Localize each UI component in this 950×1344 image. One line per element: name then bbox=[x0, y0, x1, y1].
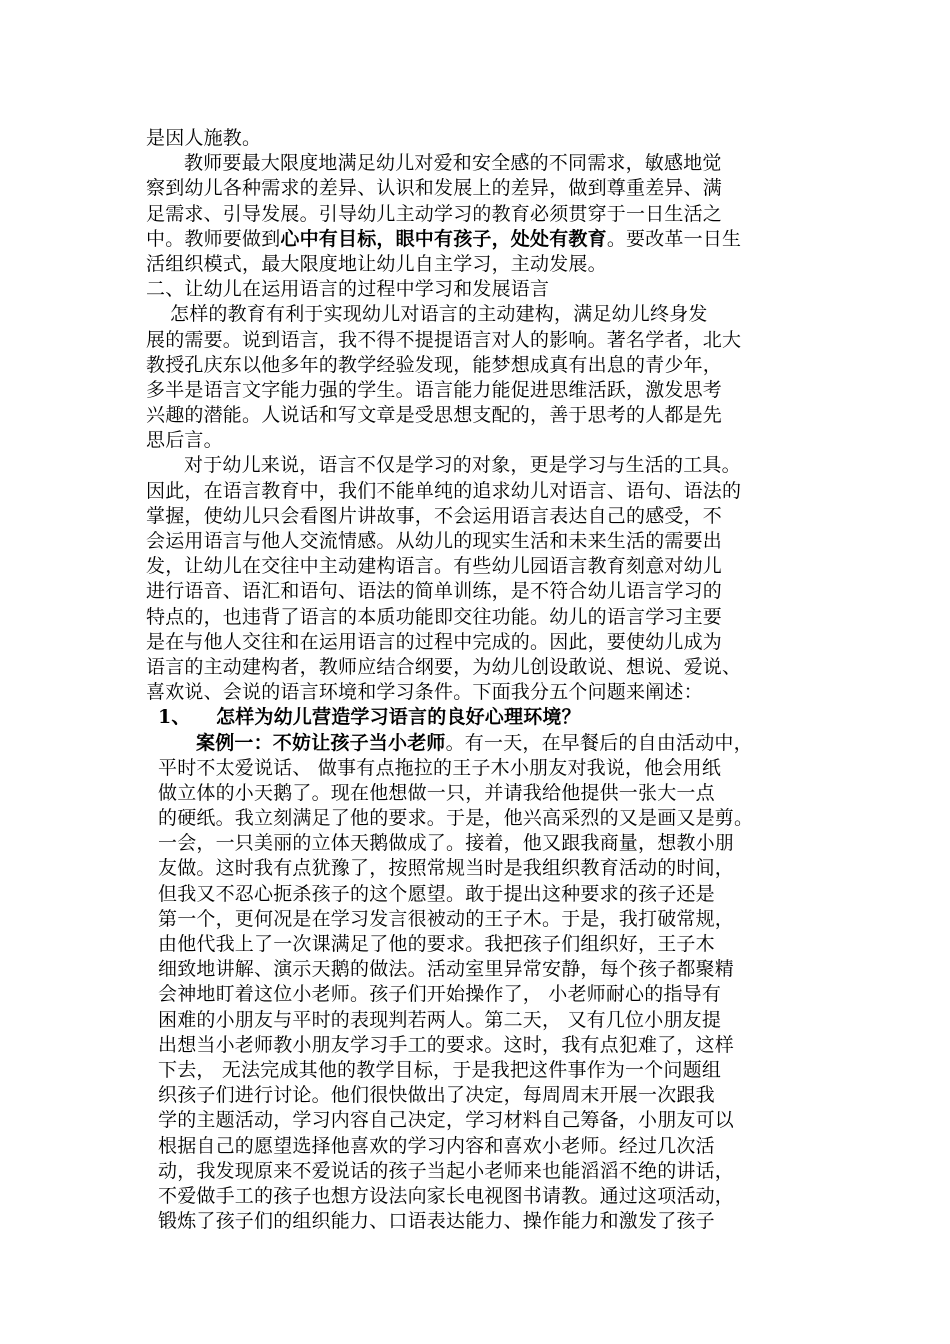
text-line: 由他代我上了一次课满足了他的要求。我把孩子们组织好，王子木 bbox=[158, 933, 715, 955]
text-line: 平时不太爱说话、 做事有点拖拉的王子木小朋友对我说，他会用纸 bbox=[158, 756, 722, 779]
numbered-heading bbox=[146, 705, 830, 730]
heading-text: 怎样为幼儿营造学习语言的良好心理环境？ bbox=[216, 706, 581, 729]
text-line: 多半是语言文字能力强的学生。语言能力能促进思维活跃，激发思考 bbox=[146, 378, 723, 401]
text-line: 教授孔庆东以他多年的教学经验发现，能梦想成真有出息的青少年， bbox=[146, 353, 723, 376]
text-line: 织孩子们进行讨论。他们很快做出了决定，每周周末开展一次跟我 bbox=[158, 1084, 715, 1107]
paragraph-language-tool bbox=[146, 453, 830, 705]
text-line: 会运用语言与他人交流情感。从幼儿的现实生活和未来生活的需要出 bbox=[146, 530, 723, 552]
paragraph-teacher-needs bbox=[146, 151, 830, 277]
text-run: 中。教师要做到 bbox=[146, 227, 281, 250]
text-line: 活组织模式，最大限度地让幼儿自主学习，主动发展。 bbox=[146, 252, 607, 275]
text-line: 察到幼儿各种需求的差异、认识和发展上的差异，做到尊重差异、满 bbox=[146, 177, 723, 200]
document-page bbox=[146, 126, 830, 1234]
text-line: 语言的主动建构者，教师应结合纲要，为幼儿创设敢说、想说、爱说、 bbox=[146, 655, 742, 678]
text-line: 友做。这时我有点犹豫了，按照常规当时是我组织教育活动的时间， bbox=[158, 857, 735, 880]
section-title: 二、让幼儿在运用语言的过程中学习和发展语言 bbox=[146, 278, 550, 301]
text-line: 出想当小老师教小朋友学习手工的要求。这时，我有点犯难了，这样 bbox=[158, 1033, 735, 1056]
text-line: 掌握，使幼儿只会看图片讲故事，不会运用语言表达自己的感受，不 bbox=[146, 504, 723, 527]
text-line: 的硬纸。我立刻满足了他的要求。于是，他兴高采烈的又是画又是剪。 bbox=[158, 807, 754, 830]
text-line: 不爱做手工的孩子也想方设法向家长电视图书请教。通过这项活动， bbox=[158, 1184, 735, 1207]
text-line: 足需求、引导发展。引导幼儿主动学习的教育必须贯穿于一日生活之 bbox=[146, 202, 723, 225]
text-line: 一会，一只美丽的立体天鹅做成了。接着，他又跟我商量，想教小朋 bbox=[158, 832, 735, 855]
text-line: 兴趣的潜能。人说话和写文章是受思想支配的，善于思考的人都是先 bbox=[146, 404, 723, 427]
text-line: 做立体的小天鹅了。现在他想做一只，并请我给他提供一张大一点 bbox=[158, 781, 715, 804]
text-line: 是在与他人交往和在运用语言的过程中完成的。因此，要使幼儿成为 bbox=[146, 630, 723, 653]
text-line: 是因人施教。 bbox=[146, 127, 262, 149]
case-title: 案例一：不妨让孩子当小老师 bbox=[196, 731, 446, 754]
bold-phrase: 心中有目标，眼中有孩子，处处有教育 bbox=[280, 227, 607, 250]
text-run: 。要改革一日生 bbox=[606, 227, 742, 250]
text-run: 。有一天，在早餐后的自由活动中， bbox=[445, 731, 753, 754]
text-line: 教师要最大限度地满足幼儿对爱和安全感的不同需求，敏感地觉 bbox=[184, 152, 722, 175]
text-line: 会神地盯着这位小老师。孩子们开始操作了， 小老师耐心的指导有 bbox=[158, 983, 722, 1006]
text-line: 喜欢说、会说的语言环境和学习条件。下面我分五个问题来阐述： bbox=[146, 681, 703, 704]
text-line: 思后言。 bbox=[146, 429, 223, 452]
text-line: 对于幼儿来说，语言不仅是学习的对象，更是学习与生活的工具。 bbox=[184, 454, 741, 477]
text-line: 但我又不忍心扼杀孩子的这个愿望。敢于提出这种要求的孩子还是 bbox=[158, 882, 715, 905]
text-line bbox=[146, 227, 830, 252]
heading-number: 1、 bbox=[158, 706, 191, 729]
text-line: 特点的，也违背了语言的本质功能即交往功能。幼儿的语言学习主要 bbox=[146, 605, 723, 628]
text-line: 因此，在语言教育中，我们不能单纯的追求幼儿对语言、语句、语法的 bbox=[146, 479, 742, 502]
case-study-block bbox=[146, 731, 830, 1235]
text-line: 根据自己的愿望选择他喜欢的学习内容和喜欢小老师。经过几次活 bbox=[158, 1134, 715, 1157]
text-line: 怎样的教育有利于实现幼儿对语言的主动建构，满足幼儿终身发 bbox=[170, 303, 708, 326]
text-line: 展的需要。说到语言，我不得不提提语言对人的影响。著名学者，北大 bbox=[146, 328, 742, 351]
text-line: 第一个，更何况是在学习发言很被动的王子木。于是，我打破常规， bbox=[158, 907, 735, 930]
text-line: 下去， 无法完成其他的教学目标，于是我把这件事作为一个问题组 bbox=[158, 1058, 722, 1081]
text-line: 学的主题活动，学习内容自己决定，学习材料自己筹备，小朋友可以 bbox=[158, 1109, 735, 1132]
text-line: 动，我发现原来不爱说话的孩子当起小老师来也能滔滔不绝的讲话， bbox=[158, 1159, 735, 1182]
text-line bbox=[158, 731, 830, 756]
text-line: 困难的小朋友与平时的表现判若两人。第二天， 又有几位小朋友提 bbox=[158, 1008, 722, 1031]
text-line: 锻炼了孩子们的组织能力、口语表达能力、操作能力和激发了孩子 bbox=[158, 1210, 715, 1233]
text-line: 发，让幼儿在交往中主动建构语言。有些幼儿园语言教育刻意对幼儿 bbox=[146, 555, 723, 578]
text-line: 细致地讲解、演示天鹅的做法。活动室里异常安静，每个孩子都聚精 bbox=[158, 958, 735, 981]
text-line: 进行语音、语汇和语句、语法的简单训练，是不符合幼儿语言学习的 bbox=[146, 580, 723, 603]
paragraph-language-influence bbox=[146, 302, 830, 453]
